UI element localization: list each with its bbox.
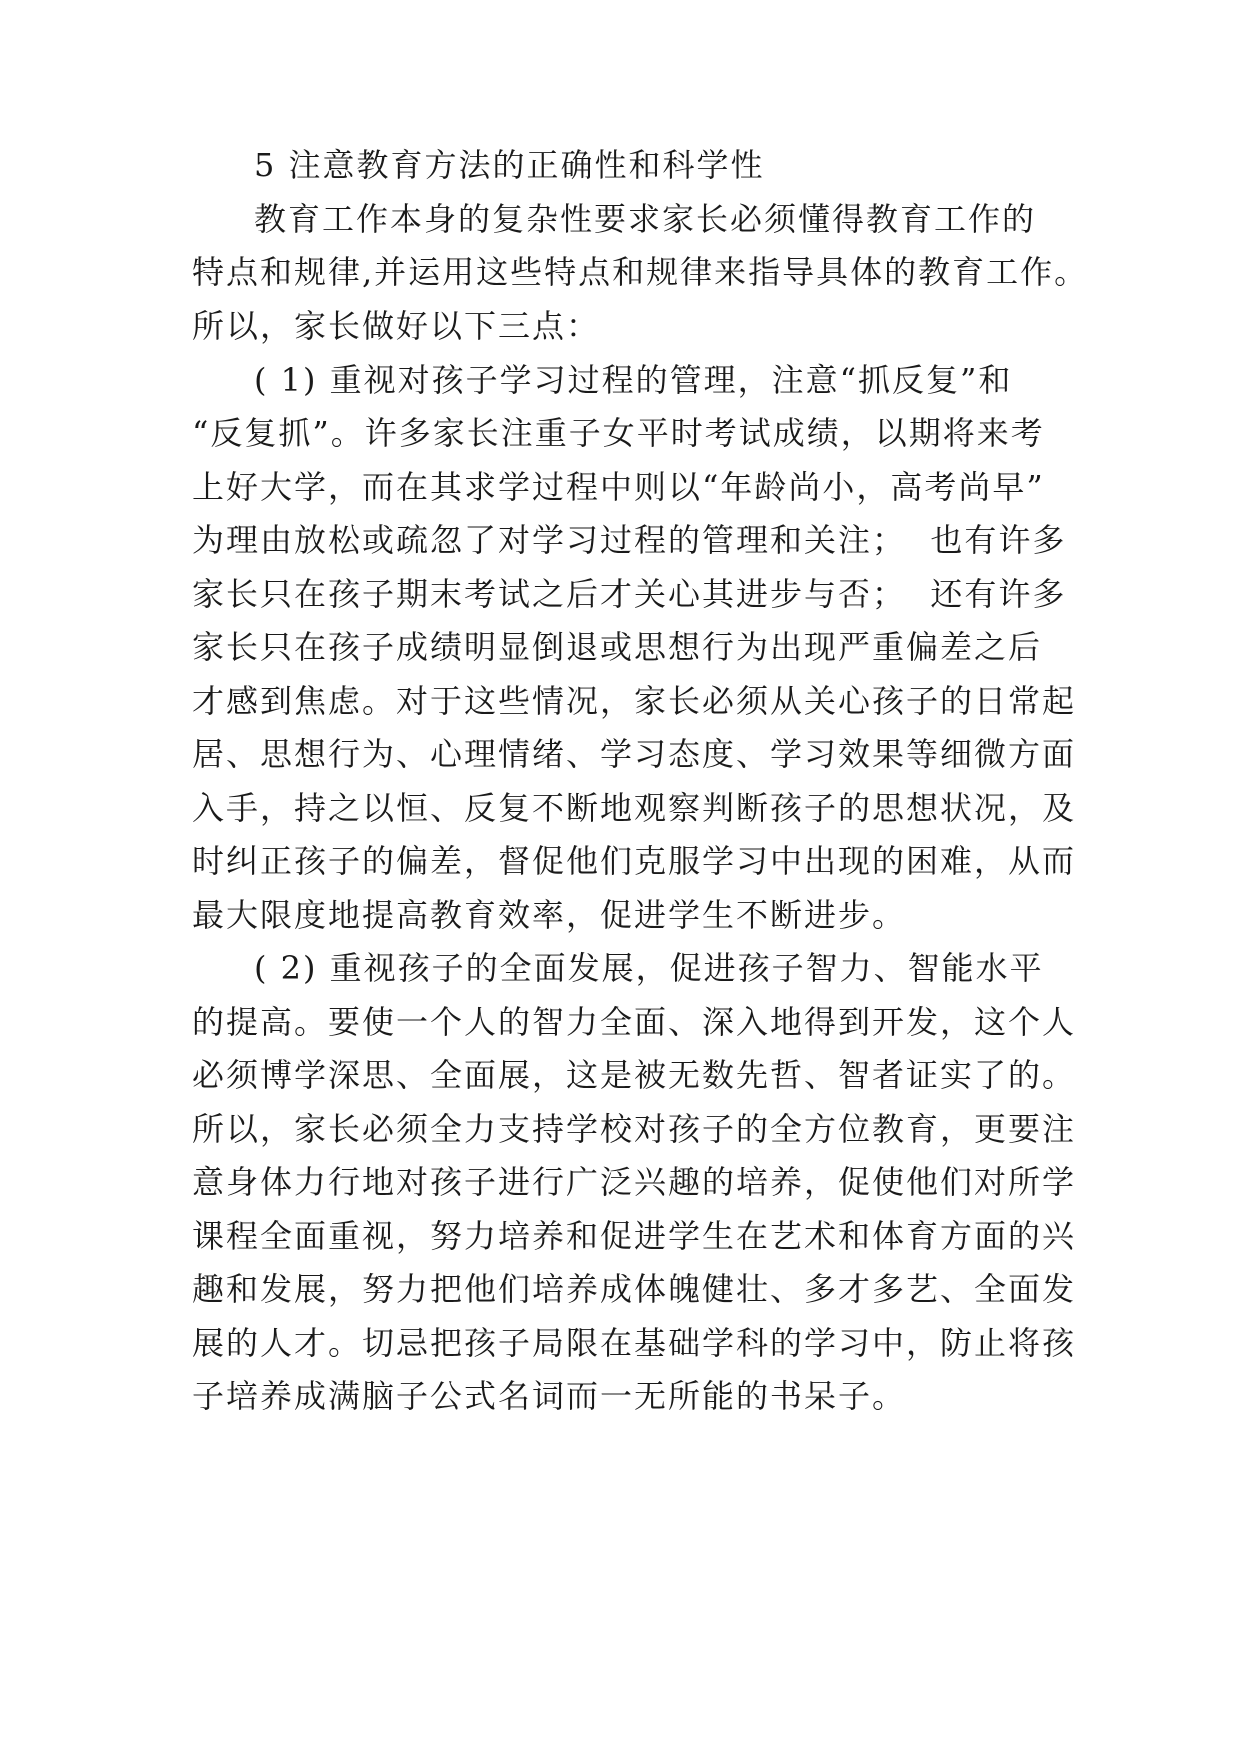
paragraph-line: 所以，家长必须全力支持学校对孩子的全方位教育，更要注 bbox=[192, 1110, 1077, 1148]
paragraph-line: 子培养成满脑子公式名词而一无所能的书呆子。 bbox=[192, 1377, 907, 1415]
paragraph-line: 必须博学深思、全面展，这是被无数先哲、智者证实了的。 bbox=[192, 1056, 1077, 1094]
paragraph-line: “反复抓”。许多家长注重子女平时考试成绩，以期将来考 bbox=[192, 414, 1045, 452]
paragraph-line: 教育工作本身的复杂性要求家长必须懂得教育工作的 bbox=[254, 200, 1037, 238]
paragraph-line: 最大限度地提高教育效率，促进学生不断进步。 bbox=[192, 896, 907, 934]
paragraph-line: 时纠正孩子的偏差，督促他们克服学习中出现的困难，从而 bbox=[192, 842, 1077, 880]
paragraph-line: ( 1) 重视对孩子学习过程的管理，注意“抓反复”和 bbox=[254, 361, 1013, 399]
section-heading: 5 注意教育方法的正确性和科学性 bbox=[254, 146, 765, 184]
paragraph-line: 家长只在孩子成绩明显倒退或思想行为出现严重偏差之后 bbox=[192, 628, 1043, 666]
paragraph-line: 课程全面重视，努力培养和促进学生在艺术和体育方面的兴 bbox=[192, 1217, 1077, 1255]
paragraph-line: 居、思想行为、心理情绪、学习态度、学习效果等细微方面 bbox=[192, 735, 1077, 773]
paragraph-line: 特点和规律,并运用这些特点和规律来指导具体的教育工作。 bbox=[192, 253, 1089, 291]
paragraph-line: 所以，家长做好以下三点： bbox=[192, 307, 601, 345]
paragraph-line: 展的人才。切忌把孩子局限在基础学科的学习中，防止将孩 bbox=[192, 1324, 1077, 1362]
paragraph-line: 家长只在孩子期末考试之后才关心其进步与否； 还有许多 bbox=[192, 575, 1067, 613]
paragraph-line: 的提高。要使一个人的智力全面、深入地得到开发，这个人 bbox=[192, 1003, 1077, 1041]
paragraph-line: ( 2) 重视孩子的全面发展，促进孩子智力、智能水平 bbox=[254, 949, 1044, 987]
paragraph-line: 意身体力行地对孩子进行广泛兴趣的培养，促使他们对所学 bbox=[192, 1163, 1077, 1201]
paragraph-line: 为理由放松或疏忽了对学习过程的管理和关注； 也有许多 bbox=[192, 521, 1067, 559]
paragraph-line: 才感到焦虑。对于这些情况，家长必须从关心孩子的日常起 bbox=[192, 682, 1077, 720]
paragraph-line: 上好大学，而在其求学过程中则以“年龄尚小，高考尚早” bbox=[192, 468, 1045, 506]
paragraph-line: 入手，持之以恒、反复不断地观察判断孩子的思想状况，及 bbox=[192, 789, 1077, 827]
paragraph-line: 趣和发展，努力把他们培养成体魄健壮、多才多艺、全面发 bbox=[192, 1270, 1077, 1308]
